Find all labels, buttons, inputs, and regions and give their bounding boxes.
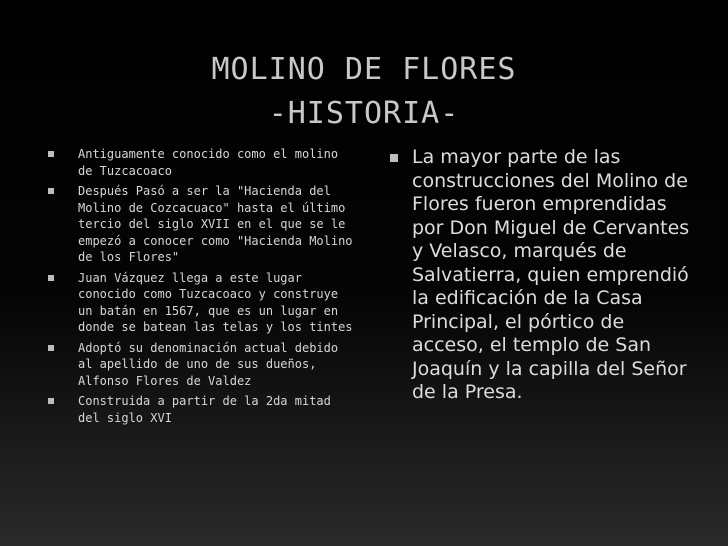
right-bullet-text: La mayor parte de las construcciones del Molino de Flores fueron emprendidas por Don Miguel de Cervantes y Velasco, marqués de Salvatierra, quien emprendió la edificación de la Casa Principal, el pórtico de acceso, el templo de San Joaquín y la capilla del Señor de la Presa. [412, 146, 690, 403]
left-bullet-text: Después Pasó a ser la "Hacienda del Molino de Cozcacuaco" hasta el último tercio del siglo XVII en el que se le empezó a conocer como "Hacienda Molino de los Flores" [78, 184, 353, 264]
square-bullet-icon [48, 398, 54, 404]
square-bullet-icon [48, 345, 54, 351]
left-bullet-text: Antiguamente conocido como el molino de Tuzcacoaco [78, 147, 339, 178]
square-bullet-icon [48, 151, 54, 157]
left-bullet-item [48, 146, 353, 179]
square-bullet-icon [48, 275, 54, 281]
left-bullet-text: Adoptó su denominación actual debido al apellido de uno de sus dueños, Alfonso Flores de Valdez [78, 340, 339, 388]
title-line-2: -HISTORIA- [268, 96, 460, 131]
slide-title [0, 48, 728, 136]
left-bullet-item [48, 183, 353, 266]
left-bullet-item [48, 270, 353, 336]
right-bullet-list [390, 146, 690, 405]
title-line-1: MOLINO DE FLORES [211, 52, 517, 87]
square-bullet-icon [390, 154, 398, 162]
right-bullet-item [390, 146, 690, 405]
left-bullet-list [48, 146, 353, 430]
left-bullet-item [48, 393, 353, 426]
square-bullet-icon [48, 188, 54, 194]
left-bullet-text: Construida a partir de la 2da mitad del siglo XVI [78, 394, 331, 425]
left-bullet-text: Juan Vázquez llega a este lugar conocido como Tuzcacoaco y construye un batán en 1567, que es un lugar en donde se batean las telas y los tintes [78, 270, 353, 334]
left-bullet-item [48, 340, 353, 390]
